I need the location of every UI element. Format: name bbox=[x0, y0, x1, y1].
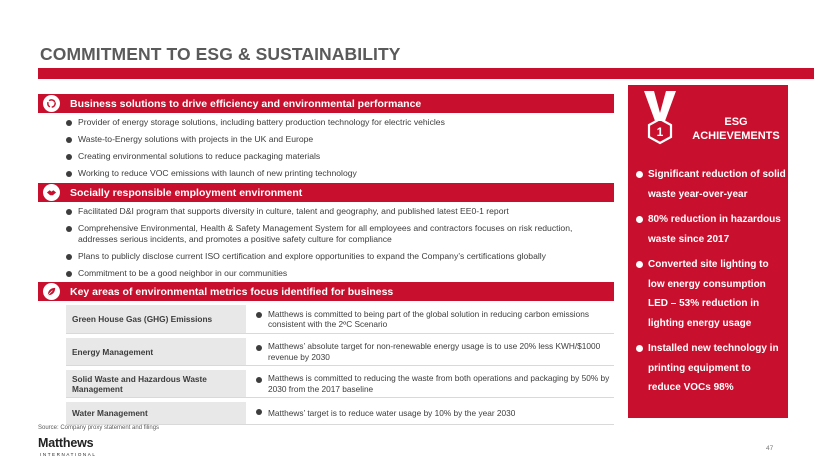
section-header-business bbox=[38, 94, 614, 113]
metric-name: Solid Waste and Hazardous Waste Management bbox=[66, 370, 246, 397]
table-row bbox=[66, 370, 614, 398]
list-item: Plans to publicly disclose current ISO certification and explore opportunities to expand the Company’s certifications globally bbox=[66, 251, 614, 262]
page-number: 47 bbox=[766, 445, 774, 452]
list-item: Creating environmental solutions to reduce packaging materials bbox=[66, 151, 614, 162]
metric-description: Matthews is committed to reducing the waste from both operations and packaging by 50% by 2030 from the 2017 baseline bbox=[256, 370, 614, 397]
list-item: Significant reduction of solid waste year-over-year bbox=[636, 165, 786, 204]
section-title: Business solutions to drive efficiency and environmental performance bbox=[70, 97, 422, 110]
list-item: 80% reduction in hazardous waste since 2017 bbox=[636, 210, 786, 249]
company-logo-subtitle: INTERNATIONAL bbox=[40, 452, 97, 457]
metric-description: Matthews’ target is to reduce water usage by 10% by the year 2030 bbox=[256, 402, 614, 424]
title-rule bbox=[38, 68, 814, 79]
employment-bullets bbox=[66, 206, 614, 285]
metric-name: Water Management bbox=[66, 402, 246, 424]
table-row bbox=[66, 402, 614, 425]
section-header-metrics bbox=[38, 282, 614, 301]
business-bullets bbox=[66, 117, 614, 185]
table-row bbox=[66, 305, 614, 334]
metric-name: Energy Management bbox=[66, 338, 246, 365]
metrics-table bbox=[66, 305, 614, 425]
medal-icon bbox=[638, 91, 682, 164]
panel-title: ESG ACHIEVEMENTS bbox=[692, 116, 780, 142]
company-logo: Matthews bbox=[38, 436, 94, 450]
list-item: Commitment to be a good neighbor in our communities bbox=[66, 268, 614, 279]
list-item: Comprehensive Environmental, Health & Safety Management System for all employees and contractors focuses on risk reduction, addresses serious incidents, and promotes a positive safety culture for compliance bbox=[66, 223, 614, 245]
esg-achievements-panel bbox=[628, 85, 788, 418]
recycle-icon bbox=[43, 95, 60, 112]
metric-name: Green House Gas (GHG) Emissions bbox=[66, 305, 246, 333]
handshake-icon bbox=[43, 184, 60, 201]
section-title: Key areas of environmental metrics focus identified for business bbox=[70, 285, 394, 298]
table-row bbox=[66, 338, 614, 366]
leaf-icon bbox=[43, 283, 60, 300]
section-header-employment bbox=[38, 183, 614, 202]
metric-description: Matthews is committed to being part of the global solution in reducing carbon emissions consistent with the 2ºC Scenario bbox=[256, 305, 614, 333]
list-item: Installed new technology in printing equipment to reduce VOCs 98% bbox=[636, 339, 786, 398]
achievements-list bbox=[636, 165, 786, 404]
list-item: Working to reduce VOC emissions with launch of new printing technology bbox=[66, 168, 614, 179]
page-title: COMMITMENT TO ESG & SUSTAINABILITY bbox=[40, 44, 401, 64]
metric-description: Matthews’ absolute target for non-renewable energy usage is to use 20% less KWH/$1000 revenue by 2030 bbox=[256, 338, 614, 365]
list-item: Facilitated D&I program that supports diversity in culture, talent and geography, and published latest EE0-1 report bbox=[66, 206, 614, 217]
source-note: Source: Company proxy statement and filings bbox=[38, 425, 160, 431]
list-item: Waste-to-Energy solutions with projects in the UK and Europe bbox=[66, 134, 614, 145]
medal-number: 1 bbox=[656, 125, 664, 139]
list-item: Converted site lighting to low energy consumption LED – 53% reduction in lighting energy usage bbox=[636, 255, 786, 333]
section-title: Socially responsible employment environment bbox=[70, 186, 303, 199]
list-item: Provider of energy storage solutions, including battery production technology for electric vehicles bbox=[66, 117, 614, 128]
